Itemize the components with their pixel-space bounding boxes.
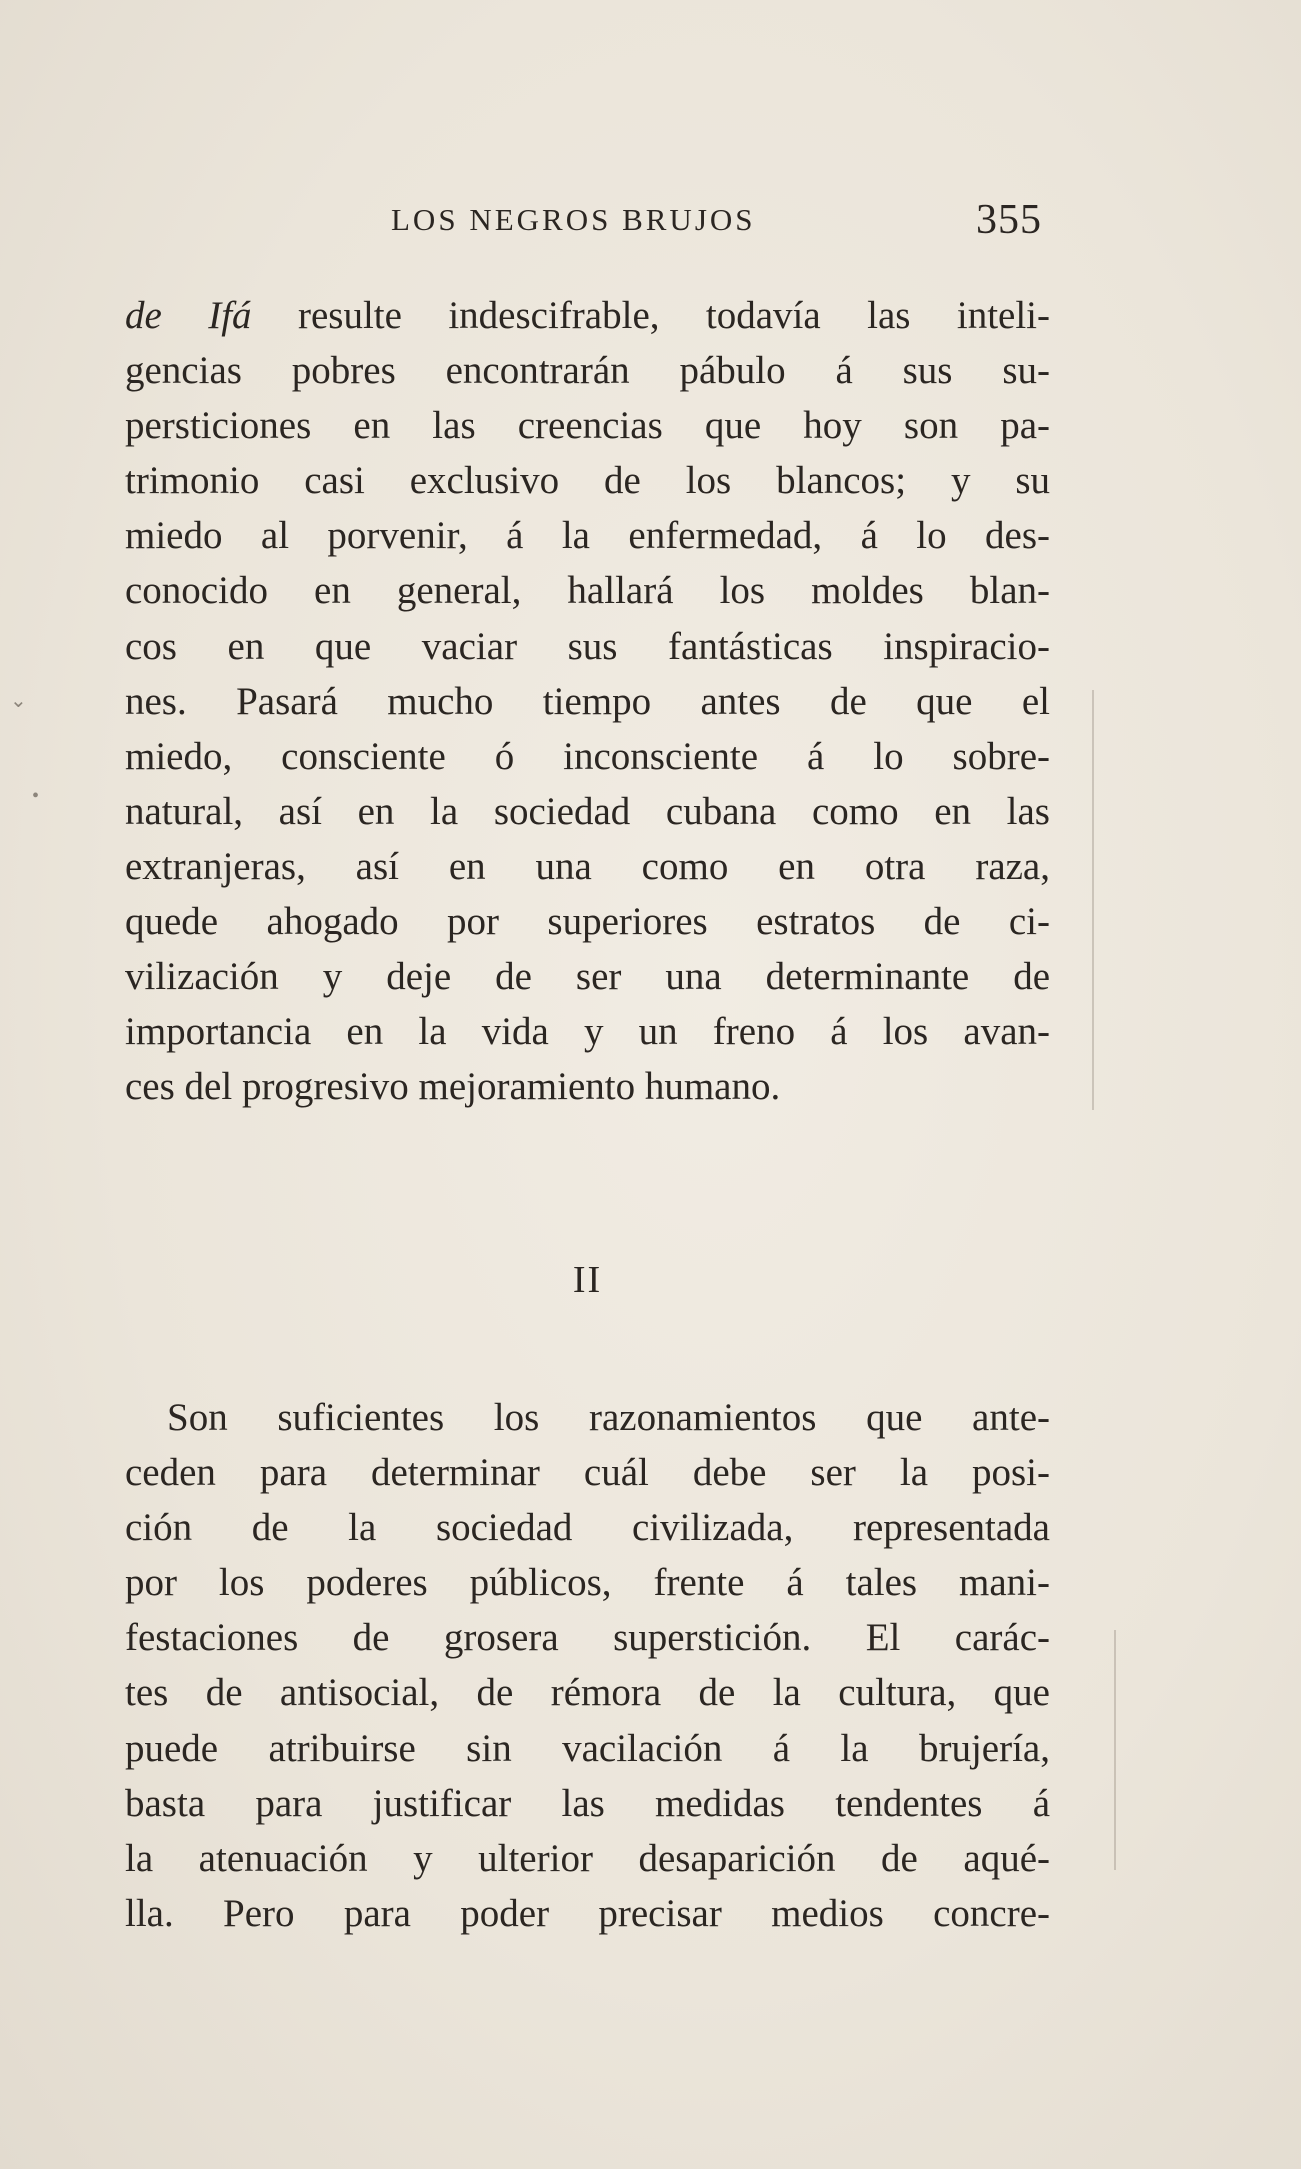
text-line: conocido en general, hallará los moldes blan-	[125, 569, 1050, 613]
section-heading: II	[572, 1259, 603, 1301]
paragraph-2	[125, 1390, 1050, 1941]
running-title: LOS NEGROS BRUJOS	[391, 202, 756, 237]
text-line: quede ahogado por superiores estratos de ci-	[125, 900, 1050, 944]
margin-dot: •	[32, 785, 40, 807]
text-line: basta para justificar las medidas tendentes á	[125, 1781, 1050, 1825]
text-line: extranjeras, así en una como en otra raza,	[125, 844, 1050, 888]
text-line: vilización y deje de ser una determinante de	[125, 955, 1050, 999]
text-line: ción de la sociedad civilizada, representada	[125, 1506, 1050, 1550]
text-line: la atenuación y ulterior desaparición de aqué-	[125, 1836, 1050, 1880]
italic-term: de Ifá	[125, 294, 252, 337]
text-line: trimonio casi exclusivo de los blancos; y su	[125, 459, 1050, 503]
page-edge-shadow	[1104, 1630, 1116, 1870]
text-line-continuation: resulte indescifrable, todavía las inteli-	[251, 294, 1051, 337]
text-line: festaciones de grosera superstición. El carác-	[125, 1616, 1050, 1660]
text-line: ceden para determinar cuál debe ser la posi-	[125, 1451, 1050, 1495]
text-line: miedo, consciente ó inconsciente á lo sobre-	[125, 734, 1050, 778]
text-line: persticiones en las creencias que hoy son pa-	[125, 404, 1050, 448]
page-header	[125, 196, 1050, 256]
text-line: natural, así en la sociedad cubana como en las	[125, 789, 1050, 833]
text-line: importancia en la vida y un freno á los avan-	[125, 1010, 1050, 1054]
text-line: cos en que vaciar sus fantásticas inspiracio-	[125, 624, 1050, 668]
paragraph-1	[125, 288, 1050, 1114]
text-line: tes de antisocial, de rémora de la cultura, que	[125, 1671, 1050, 1715]
text-line: por los poderes públicos, frente á tales mani-	[125, 1561, 1050, 1605]
text-line	[125, 288, 1050, 343]
text-line: puede atribuirse sin vacilación á la brujería,	[125, 1726, 1050, 1770]
text-line: ces del progresivo mejoramiento humano.	[125, 1065, 781, 1109]
text-line: nes. Pasará mucho tiempo antes de que el	[125, 679, 1050, 723]
page-edge-shadow	[1082, 690, 1094, 1110]
text-line: lla. Pero para poder precisar medios concre-	[125, 1891, 1050, 1935]
text-line: miedo al porvenir, á la enfermedad, á lo des-	[125, 514, 1050, 558]
page-number: 355	[976, 197, 1042, 243]
margin-mark: ⌄	[10, 690, 27, 712]
text-line: gencias pobres encontrarán pábulo á sus su-	[125, 349, 1050, 393]
text-line: Son suficientes los razonamientos que ante-	[167, 1396, 1050, 1439]
